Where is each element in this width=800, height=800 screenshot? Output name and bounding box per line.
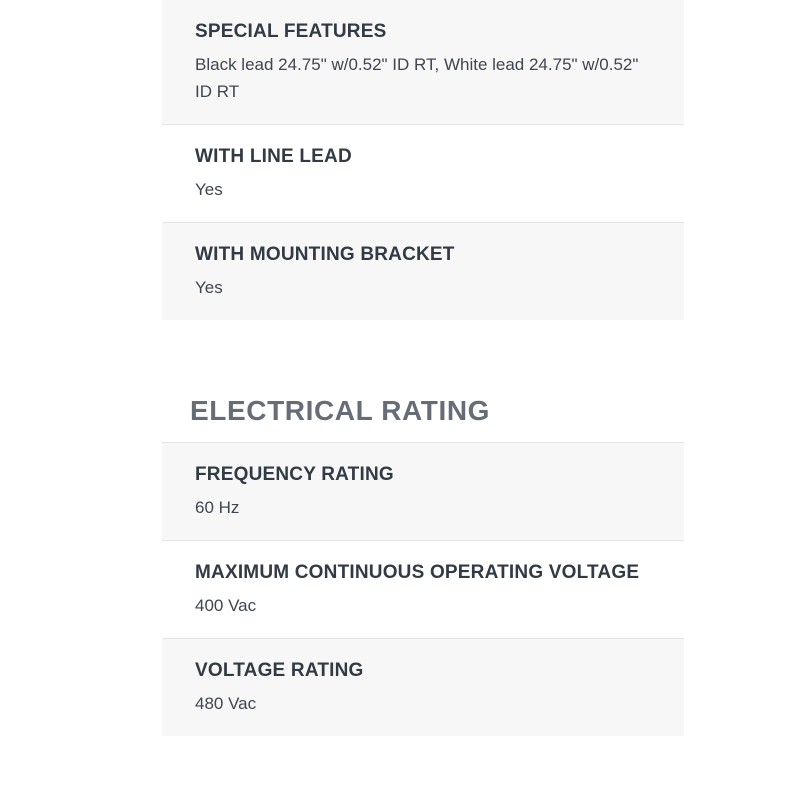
spec-group-electrical-rating (162, 442, 684, 736)
spec-value: Yes (195, 180, 223, 199)
spec-label: SPECIAL FEATURES (195, 21, 387, 42)
spec-value: 400 Vac (195, 596, 257, 615)
spec-label: VOLTAGE RATING (195, 660, 364, 681)
spec-label: WITH LINE LEAD (195, 146, 352, 167)
spec-value: Black lead 24.75" w/0.52" ID RT, White lead 24.75" w/0.52" ID RT (195, 55, 639, 101)
specifications-table (162, 0, 684, 736)
spec-row-frequency-rating (162, 442, 684, 540)
spec-label: WITH MOUNTING BRACKET (195, 244, 455, 265)
spec-row-special-features (162, 0, 684, 124)
section-heading-electrical-rating: ELECTRICAL RATING (190, 395, 491, 426)
spec-group-general (162, 0, 684, 320)
spec-value: Yes (195, 278, 223, 297)
spec-row-with-mounting-bracket (162, 222, 684, 320)
spec-row-max-continuous-operating-voltage (162, 540, 684, 638)
spec-value: 480 Vac (195, 694, 257, 713)
spec-label: MAXIMUM CONTINUOUS OPERATING VOLTAGE (195, 562, 640, 583)
spec-value: 60 Hz (195, 498, 240, 517)
spec-label: FREQUENCY RATING (195, 464, 394, 485)
spec-row-with-line-lead (162, 124, 684, 222)
spec-row-voltage-rating (162, 638, 684, 736)
